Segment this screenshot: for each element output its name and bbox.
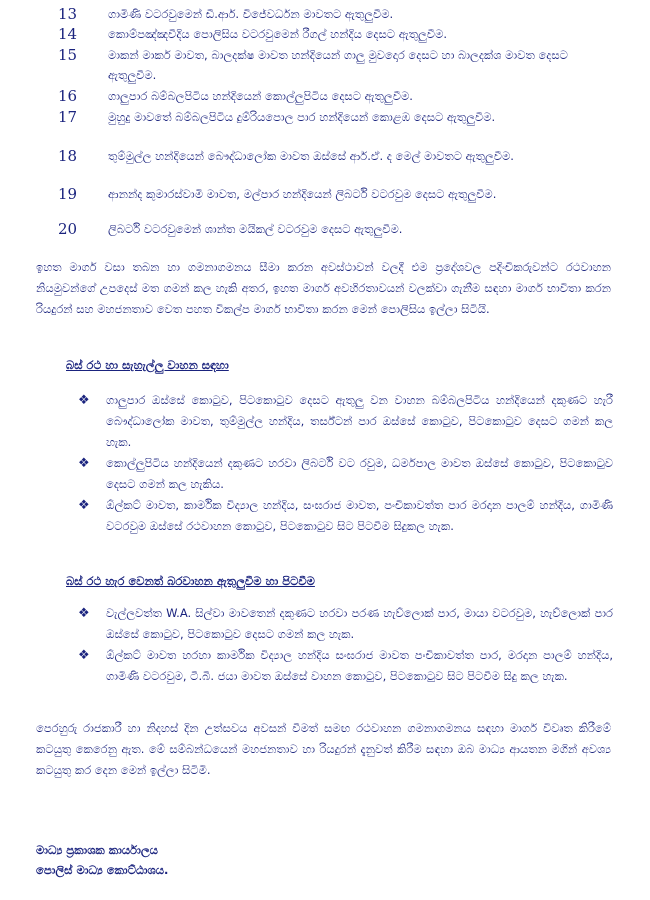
item-text: ලිබර්ටි වටරවුමෙන් ශාන්ත මයිකල් වටරවුම දෙසට ඇතුලුවීම. [108, 222, 403, 236]
list-item [58, 24, 598, 44]
list-item [58, 4, 598, 24]
bullet-text: වැල්ලවත්ත W.A. සිල්වා මාවතෙන් දකුණට හරවා පරණ හැව්ලොක් පාර, මායා වටරවුම, හැව්ලොක් පාර ඔස්සේ කොටුව, පිටකොටුව දෙසට ගමන් කල හැක. [106, 606, 613, 641]
list-item [58, 184, 598, 204]
list-item [58, 45, 598, 85]
list-item [58, 146, 598, 166]
item-number: 18 [58, 147, 78, 165]
item-number: 15 [58, 46, 78, 64]
item-number: 19 [58, 185, 78, 203]
section2-bullet-list [78, 603, 613, 687]
list-item [58, 107, 598, 127]
item-number: 13 [58, 5, 78, 23]
bullet-item [78, 453, 613, 495]
signature-office: මාධ්‍ය ප්‍රකාශක කාර්යාලය [36, 843, 158, 857]
bullet-text: ගාලුපාර ඔස්සේ කොටුව, පිටකොටුව දෙසට ඇතුලු වන වාහන බම්බලපිටිය හන්දියෙන් දකුණට හැරී බෞද්ධාලෝක මාවත, තුම්මුල්ල හන්දිය, තර්ස්ටන් පාර ඔස්සේ කොටුව, පිටකොටුව දෙසට ගමන් කල හැක. [106, 393, 613, 449]
diamond-bullet-icon: ❖ [78, 606, 90, 621]
item-number: 20 [58, 220, 78, 238]
diamond-bullet-icon: ❖ [78, 648, 90, 663]
section1-bullet-list [78, 390, 613, 537]
bullet-item [78, 390, 613, 453]
bullet-item [78, 645, 613, 687]
diamond-bullet-icon: ❖ [78, 498, 90, 513]
bullet-text: ඕල්කට් මාවත, කාර්මික විද්‍යාල හන්දිය, සංඝරාජ මාවත, පංචිකාවත්ත පාර මරදාන පාලම් හන්දිය, ගාමිණි වටරවුම ඔස්සේ රථවාහන කොටුව, පිටකොටුව සිට පිටවීම සිදුකල හැක. [106, 498, 613, 533]
bullet-item [78, 603, 613, 645]
item-text: ආනන්ද කුමාරස්වාමි මාවත, මල්පාර හන්දියෙන් ලිබර්ටි වටරවුම දෙසට ඇතුලුවීම. [108, 187, 497, 201]
item-number: 17 [58, 108, 78, 126]
bullet-text: කොල්ලුපිටිය හන්දියෙන් දකුණට හරවා ලිබර්ටි වට රවුම, ධර්මපාල මාවත ඔස්සේ කොටුව, පිටකොටුව දෙසට ගමන් කල හැකිය. [106, 456, 613, 491]
diamond-bullet-icon: ❖ [78, 456, 90, 471]
closing-paragraph: පෙරහුරු රාජකාරී හා නිදහස් දින උත්සවය අවසන් වීමත් සමඟ රථවාහන ගමනාගමනය සඳහා මාර්ග විවෘත කිරීමේ කටයුතු කෙරෙනු ඇත. මේ සම්බන්ධයෙන් මහජනතාව හා රියදුරන් දැනුවත් කිරීම සඳහා ඔබ මාධ්‍ය ආයතන මගින් අවශ්‍ය කටයුතු කර දෙන මෙන් ඉල්ලා සිටිමි. [36, 721, 611, 777]
intro-paragraph: ඉහත මාර්ග වසා තබන හා ගමනාගමනය සීමා කරන අවස්ථාවන් වලදී එම ප්‍රදේශවල පදිංචිකරුවන්ට රථවාහන නියමුවන්ගේ උපදෙස් මත ගමන් කල හැකි අතර, ඉහත මාර්ග අවහිරතාවයන් වලක්වා ගැනීම සඳහා මාර්ග භාවිතා කරන රියදුරන් සහ මහජනතාව වෙත පහත විකල්ප මාර්ග භාවිතා කරන මෙන් පොලිසිය ඉල්ලා සිටියි. [36, 260, 611, 316]
diamond-bullet-icon: ❖ [78, 393, 90, 408]
item-text: මුහුදු මාවතේ බම්බලපිටිය දුම්රියපොල පාර හන්දියෙන් කොළඹ දෙසට ඇතුලුවීම. [108, 110, 496, 124]
item-text: ගාමිණි වටරවුමෙන් ඩී.ආර්. විජේවර්ධන මාවතට ඇතුලුවීම. [108, 7, 394, 21]
signature-division: පොලිස් මාධ්‍ය කොට්ඨාශය. [36, 863, 169, 877]
section2-heading: බස් රථ හැර වෙනත් බරවාහන ඇතුලුවීම හා පිටවීම [66, 574, 315, 588]
bullet-text: ඕල්කට් මාවත හරහා කාර්මික විද්‍යාල හන්දිය සංඝරාජ මාවත පංචිකාවත්ත පාර, මරදාන පාලම් හන්දිය, ගාමිණි වටරවුම, ටී.බී. ජයා මාවත ඔස්සේ වාහන කොටුව, පිටකොටුව සිට පිටවීම සිදු කල හැක. [106, 648, 613, 683]
item-number: 16 [58, 87, 78, 105]
item-text: කොම්පඤ්ඤවීදිය පොලිසිය වටරවුමෙන් රීගල් හන්දිය දෙසට ඇතුලුවීම. [108, 27, 447, 41]
item-text: ගාලුපාර බම්බලපිටිය හන්දියෙන් කොල්ලුපිටිය දෙසට ඇතුලුවීම. [108, 89, 413, 103]
signature-block [36, 840, 168, 880]
list-item [58, 219, 598, 239]
item-number: 14 [58, 25, 78, 43]
item-text: මාකන් මාකර් මාවත, බාලදක්ෂ මාවත හන්දියෙන් ගාලු මුවදොර දෙසට හා බාලදක්ශ මාවත දෙසට ඇතුලුවීම. [108, 48, 568, 82]
bullet-item [78, 495, 613, 537]
item-text: තුම්මුල්ල හන්දියෙන් බෞද්ධාලෝක මාවත ඔස්සේ ආර්.ඒ. ද මෙල් මාවතට ඇතුලුවීම. [108, 149, 514, 163]
list-item [58, 86, 598, 106]
section1-heading: බස් රථ හා සැහැල්ලු වාහන සඳහා [66, 358, 229, 372]
